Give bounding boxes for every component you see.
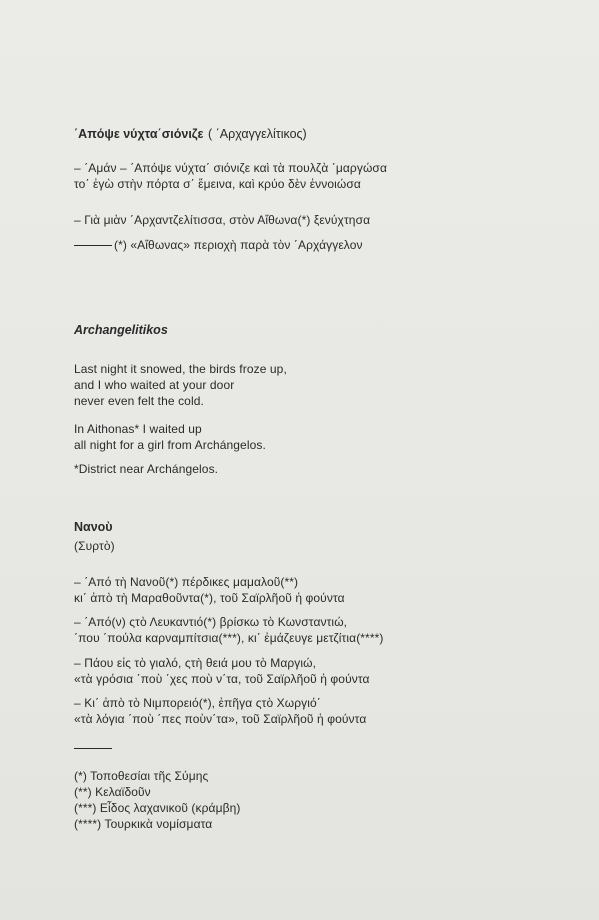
translation-title-block	[74, 322, 579, 338]
song-apopse-verse	[74, 160, 579, 192]
verse-line: «τὰ γρόσια ΄ποὺ ΄χες ποὺ ν΄τα, τοῦ Σαϊρλῆοῦ ἡ φούντα	[74, 672, 370, 686]
translation-title: Archangelitikos	[74, 323, 168, 337]
nanou-stanza-3	[74, 655, 579, 687]
song-nanou-header	[74, 519, 579, 554]
nanou-footnotes	[74, 768, 579, 832]
footnote-line: (****) Τουρκικὰ νομίσματα	[74, 817, 213, 831]
translation-stanza-2	[74, 421, 579, 453]
song-apopse-footnote	[74, 237, 579, 253]
footnote-line: (*) Τοποθεσίαι τῆς Σύμης	[74, 769, 209, 783]
footnote-line	[74, 237, 579, 253]
verse-line: – Γιὰ μιὰν ΄Αρχαντζελίτισσα, στὸν Αἴθωνα(*) ξενύχτησα	[74, 213, 371, 227]
translation-note-block	[74, 461, 579, 477]
translation-line: never even felt the cold.	[74, 394, 204, 408]
song-title: Nανοὺ	[74, 520, 113, 534]
verse-line: – Κι΄ ἀπὸ τὸ Νιμπορειό(*), ἐπῆγα ςτὸ Χωργιό΄	[74, 696, 321, 710]
translation-line: all night for a girl from Archángelos.	[74, 438, 266, 452]
song-subtitle: (Συρτὸ)	[74, 539, 115, 553]
verse-line: – ΄Αμάν – ΄Απόψε νύχτα΄ σιόνιζε καὶ τὰ πουλζὰ ΄μαργώσα	[74, 161, 387, 175]
nanou-stanza-2	[74, 614, 579, 646]
nanou-stanza-4	[74, 695, 579, 727]
song-subtitle: ( ΄Αρχαγγελίτικος)	[207, 127, 307, 141]
song-title: ΄Απόψε νύχτα΄σιόνιζε	[74, 127, 204, 141]
verse-line: – ΄Από τὴ Νανοῦ(*) πέρδικες μαμαλοῦ(**)	[74, 575, 299, 589]
nanou-stanza-1	[74, 574, 579, 606]
verse-line: – Πάου εἰς τὸ γιαλό, ςτὴ θειά μου τὸ Μαργιώ,	[74, 656, 317, 670]
verse-line: «τὰ λόγια ΄ποὺ ΄πες ποὺν΄τα», τοῦ Σαϊρλῆοῦ ἡ φούντα	[74, 712, 367, 726]
translation-line: and I who waited at your door	[74, 378, 235, 392]
verse-line: – ΄Από(ν) ςτὸ Λευκαντιό(*) βρίσκω τὸ Κωνσταντιώ,	[74, 615, 348, 629]
song-apopse-title	[74, 125, 579, 143]
verse-line: το΄ ἐγὼ στὴν πόρτα σ΄ ἔμεινα, καὶ κρύο δὲν ἐννοιώσα	[74, 177, 361, 191]
footnote-rule	[74, 245, 112, 246]
translation-line: In Aithonas* I waited up	[74, 422, 202, 436]
verse-line: κι΄ ἀπὸ τὴ Μαραθοῦντα(*), τοῦ Σαϊρλῆοῦ ἡ φούντα	[74, 591, 345, 605]
footnote-text: (*) «Αἴθωνας» περιοχὴ παρὰ τὸν ΄Αρχάγγελον	[114, 238, 363, 252]
footnote-divider	[74, 748, 112, 749]
translation-line: Last night it snowed, the birds froze up,	[74, 362, 287, 376]
footnote-line: (**) Κελαϊδοῦν	[74, 785, 151, 799]
translation-stanza-1	[74, 361, 579, 409]
translation-note: *District near Archángelos.	[74, 462, 219, 476]
verse-line: ΄που ΄πούλα καρναμπίτσια(***), κι΄ ἐμάζευγε μετζίτια(****)	[74, 631, 384, 645]
footnote-line: (***) Εἶδος λαχανικοῦ (κράμβη)	[74, 801, 241, 815]
song-apopse-verse-2	[74, 212, 579, 228]
